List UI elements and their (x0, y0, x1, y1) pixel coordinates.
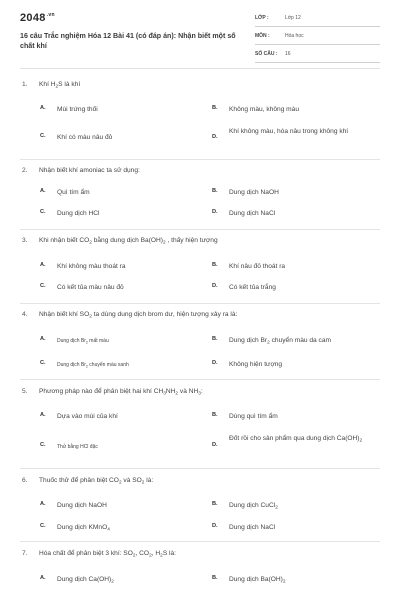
option-letter: D. (212, 209, 218, 215)
question-separator (20, 379, 380, 380)
document-title: 16 câu Trắc nghiệm Hóa 12 Bài 41 (có đáp án): Nhận biết một số chất khí (20, 32, 236, 50)
option-text: Dung dịch $Br_2$ chuyển màu da cam (229, 337, 331, 346)
question-item (0, 167, 400, 231)
option-text: Có kết tủa trắng (229, 284, 276, 291)
header-divider (20, 68, 380, 69)
question-separator (20, 468, 380, 469)
option-letter: D. (212, 360, 218, 366)
question-separator (20, 541, 380, 542)
option-letter: A. (40, 336, 46, 342)
option-letter: C. (40, 283, 46, 289)
option-letter: C. (40, 209, 46, 215)
option-text: Dung dịch KMnO$_4$ (57, 524, 110, 533)
meta-row-grade (255, 13, 380, 27)
option-text: Dung dịch NaOH (229, 189, 279, 196)
option-text: Dùng quì tím ẩm (229, 413, 278, 420)
option-text: Đốt rồi cho sản phẩm qua dung dịch $Ca(OH)_2$ (229, 435, 363, 444)
option-letter: B. (212, 336, 218, 342)
option-letter: A. (40, 575, 46, 581)
option-text: Khí có màu nâu đỏ (57, 134, 113, 141)
question-number: 6. (22, 477, 28, 484)
question-separator (20, 303, 380, 304)
question-text: Thuốc thử để phân biệt $CO_2$ và $SO_2$ là: (39, 477, 154, 486)
option-letter: D. (212, 283, 218, 289)
option-letter: B. (212, 501, 218, 507)
question-text: Khi nhận biết $CO_2$ bằng dung dịch $Ba(OH)_2$ , thấy hiện tượng (39, 237, 218, 246)
meta-label: MÔN : (255, 33, 270, 39)
question-text: Phương pháp nào để phân biệt hai khí $CH_3NH_2$ và $NH_3$: (39, 388, 203, 397)
question-text: Nhận biết khí amoniac ta sử dụng: (39, 167, 140, 174)
option-text: Có kết tủa màu nâu đỏ (57, 284, 124, 291)
question-item (0, 81, 400, 161)
option-text: Dung dịch NaCl (229, 524, 276, 531)
option-text: Khí nâu đỏ thoát ra (229, 263, 286, 270)
option-letter: C. (40, 133, 46, 139)
question-item (0, 388, 400, 468)
option-letter: C. (40, 360, 46, 366)
question-separator (20, 159, 380, 160)
meta-value: Hóa học (285, 33, 304, 39)
question-text: Khí $H_2S$ là khí (39, 81, 81, 90)
question-number: 4. (22, 311, 28, 318)
question-text: Nhận biết khí $SO_2$ ta dùng dung dịch brom dư, hiện tượng xảy ra là: (39, 311, 238, 320)
option-letter: A. (40, 412, 46, 418)
meta-value: Lớp 12 (285, 15, 301, 21)
question-separator (20, 229, 380, 230)
option-text: Dung dịch CuCl$_2$ (229, 502, 278, 511)
option-letter: D. (212, 442, 218, 448)
option-letter: D. (212, 523, 218, 529)
option-text: Không màu, không màu (229, 106, 300, 113)
question-item (0, 311, 400, 379)
option-letter: A. (40, 188, 46, 194)
question-number: 2. (22, 167, 28, 174)
meta-row-subject (255, 31, 380, 45)
question-text: Hóa chất để phân biệt 3 khí: $SO_2$, $CO_2$, $H_2S$ là: (39, 550, 177, 559)
option-letter: B. (212, 188, 218, 194)
option-text: Không hiện tượng (229, 361, 283, 368)
option-letter: B. (212, 105, 218, 111)
question-number: 5. (22, 388, 28, 395)
question-number: 7. (22, 550, 28, 557)
option-letter: C. (40, 523, 46, 529)
option-text: Dung dịch HCl (57, 210, 100, 217)
option-letter: C. (40, 442, 46, 448)
option-text: Dựa vào mùi của khí (57, 413, 118, 420)
option-text: Quì tím ẩm (57, 189, 90, 196)
meta-value: 16 (285, 51, 291, 57)
option-text: Dung dịch NaCl (229, 210, 276, 217)
option-text: Dung dịch $Ca(OH)_2$ (57, 576, 114, 585)
option-text: Thử bằng HCl đặc (57, 443, 98, 450)
document-header (0, 0, 400, 70)
meta-row-count (255, 49, 380, 63)
option-letter: A. (40, 501, 46, 507)
document-meta (255, 13, 380, 67)
option-text: Dung dịch NaOH (57, 502, 107, 509)
option-text: Dung dịch $Br_2$ mất màu (57, 337, 109, 344)
option-letter: B. (212, 575, 218, 581)
option-letter: B. (212, 262, 218, 268)
meta-label: LỚP : (255, 15, 269, 21)
option-letter: B. (212, 412, 218, 418)
option-letter: D. (212, 134, 218, 140)
question-item (0, 477, 400, 541)
question-number: 1. (22, 81, 28, 88)
question-number: 3. (22, 237, 28, 244)
site-logo[interactable]: $2048^{.vn}$ (20, 12, 55, 24)
option-letter: A. (40, 105, 46, 111)
option-text: Mùi trứng thối (57, 106, 98, 113)
option-text: Dung dịch $Ba(OH)_2$ (229, 576, 286, 585)
option-text: Khí không màu thoát ra (57, 263, 126, 270)
question-item (0, 550, 400, 598)
option-text: Dung dịch $Br_2$ chuyển màu xanh (57, 361, 129, 368)
option-text: Khí không màu, hóa nâu trong không khí (229, 128, 349, 135)
meta-label: SỐ CÂU : (255, 51, 278, 57)
option-letter: A. (40, 262, 46, 268)
question-item (0, 237, 400, 301)
